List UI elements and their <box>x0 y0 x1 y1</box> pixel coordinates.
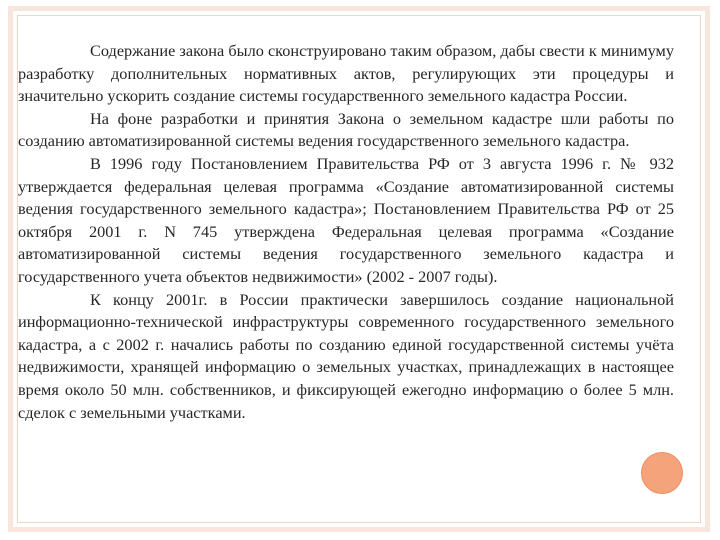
paragraph-law-content: Содержание закона было сконструировано таким образом, дабы свести к минимуму разработку дополнительных нормативных актов, регулирующих эти процедуры и значительно ускорить создание системы государственного земельного кадастра России. <box>18 41 674 106</box>
slide-body-text <box>18 40 674 424</box>
decorative-circle <box>641 452 683 494</box>
paragraph-infrastructure-2001: К концу 2001г. в России практически завершилось создание национальной информационно-технической инфраструктуры современного государственного земельного кадастра, а с 2002 г. начались работы по созданию единой государственной системы учёта недвижимости, хранящей информацию о земельных участках, принадлежащих в настоящее время около 50 млн. собственников, и фиксирующей ежегодно информацию о более 5 млн. сделок с земельными участками. <box>18 289 674 422</box>
paragraph-federal-program: В 1996 году Постановлением Правительства РФ от 3 августа 1996 г. № 932 утверждается федеральная целевая программа «Создание автоматизированной системы ведения государственного земельного кадастра»; Постановлением Правительства РФ от 25 октября 2001 г. N 745 утверждена Федеральная целевая программа «Создание автоматизированной системы ведения государственного земельного кадастра и государственного учета объектов недвижимости» (2002 - 2007 годы). <box>18 153 674 286</box>
paragraph-automation-work: На фоне разработки и принятия Закона о земельном кадастре шли работы по созданию автоматизированной системы ведения государственного земельного кадастра. <box>18 108 674 151</box>
